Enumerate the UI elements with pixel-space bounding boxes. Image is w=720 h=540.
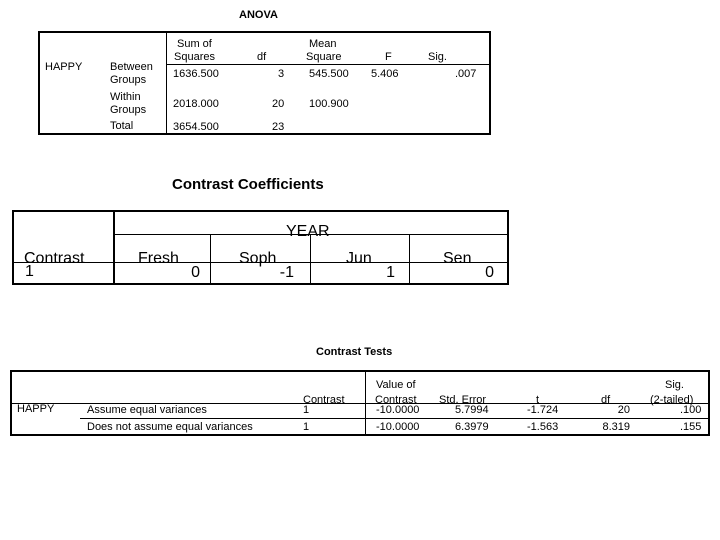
cc-col-divider — [409, 234, 410, 284]
cc-border-bottom — [12, 283, 509, 285]
ct-variable: HAPPY — [17, 403, 55, 415]
anova-row-label: Groups — [110, 74, 147, 86]
cc-cell: -1 — [279, 264, 294, 281]
ct-cell-t: -1.563 — [527, 421, 559, 433]
ct-cell-df: 20 — [617, 404, 630, 416]
cc-cell: 1 — [386, 264, 395, 281]
cc-column-header: Fresh — [138, 250, 179, 267]
ct-cell-df: 8.319 — [602, 421, 630, 433]
ct-cell-std-error: 5.7994 — [455, 404, 489, 416]
ct-cell-std-error: 6.3979 — [455, 421, 489, 433]
ct-cell-sig: .100 — [680, 404, 702, 416]
ct-cell-contrast: 1 — [303, 404, 310, 416]
ct-header-sig-2: (2-tailed) — [650, 394, 694, 406]
anova-border-bottom — [38, 133, 491, 135]
ct-cell-value: -10.0000 — [376, 421, 420, 433]
cc-border-right — [507, 210, 509, 285]
cc-border-left — [12, 210, 14, 285]
cc-row-header: Contrast — [24, 250, 85, 267]
cc-row-header-divider — [113, 210, 115, 285]
cc-cell: 0 — [485, 264, 494, 281]
ct-header-value-2: Contrast — [375, 394, 417, 406]
anova-cell-f: 5.406 — [371, 68, 399, 80]
cc-column-header: Sen — [443, 250, 472, 267]
anova-header-ms-2: Square — [306, 51, 342, 63]
anova-header-f: F — [385, 51, 392, 63]
cc-column-header: Soph — [239, 250, 277, 267]
ct-cell-contrast: 1 — [303, 421, 310, 433]
cc-cell: 0 — [191, 264, 200, 281]
ct-border-bottom — [10, 434, 710, 436]
ct-row-label: Does not assume equal variances — [87, 421, 253, 433]
ct-header-t: t — [536, 394, 540, 406]
ct-cell-sig: .155 — [680, 421, 702, 433]
anova-header-df: df — [257, 51, 267, 63]
anova-header-ss: Sum of — [177, 38, 212, 50]
contrast-coefficients-title: Contrast Coefficients — [172, 176, 324, 193]
ct-cell-t: -1.724 — [527, 404, 559, 416]
ct-header-std-error: Std. Error — [439, 394, 487, 406]
anova-row-label: Groups — [110, 104, 147, 116]
ct-cell-value: -10.0000 — [376, 404, 420, 416]
anova-header-ss-2: Squares — [174, 51, 215, 63]
anova-cell-df: 23 — [272, 121, 285, 133]
ct-header-value: Value of — [376, 379, 416, 391]
anova-header-sig: Sig. — [428, 51, 447, 63]
anova-variable: HAPPY — [45, 61, 83, 73]
ct-header-df: df — [601, 394, 611, 406]
ct-border-top — [10, 370, 710, 372]
contrast-tests-title: Contrast Tests — [316, 346, 393, 358]
ct-header-contrast: Contrast — [303, 394, 345, 406]
anova-cell-ss: 3654.500 — [173, 121, 219, 133]
ct-header-sig: Sig. — [665, 379, 684, 391]
cc-row-label: 1 — [25, 263, 34, 280]
cc-col-divider — [210, 234, 211, 284]
anova-col-divider — [166, 31, 167, 135]
cc-border-top — [12, 210, 509, 212]
anova-border-left — [38, 31, 40, 135]
anova-border-right — [489, 31, 491, 135]
anova-row-label: Between — [110, 61, 153, 73]
anova-cell-ms: 545.500 — [309, 68, 349, 80]
anova-header-ms: Mean — [309, 38, 337, 50]
cc-group-header: YEAR — [286, 223, 330, 240]
anova-row-label: Total — [110, 120, 134, 132]
anova-cell-sig: .007 — [455, 68, 477, 80]
anova-cell-ss: 1636.500 — [173, 68, 219, 80]
anova-cell-ms: 100.900 — [309, 98, 349, 110]
anova-cell-df: 3 — [278, 68, 285, 80]
anova-title: ANOVA — [239, 9, 278, 21]
anova-border-top — [38, 31, 491, 33]
cc-column-header: Jun — [346, 250, 372, 267]
ct-row-divider — [80, 418, 710, 419]
anova-cell-ss: 2018.000 — [173, 98, 219, 110]
anova-cell-df: 20 — [272, 98, 285, 110]
anova-header-divider — [166, 64, 491, 65]
cc-col-divider — [310, 234, 311, 284]
ct-row-label: Assume equal variances — [87, 404, 207, 416]
anova-row-label: Within — [110, 91, 141, 103]
